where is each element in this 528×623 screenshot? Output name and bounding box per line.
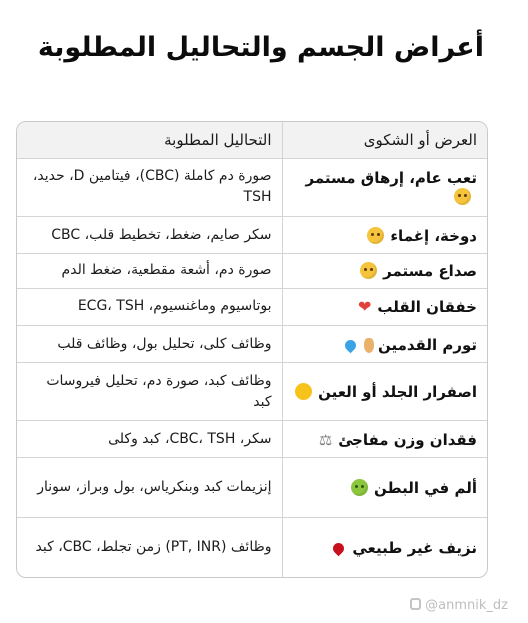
tests-cell: سكر صايم، ضغط، تخطيط قلب، CBC (17, 217, 282, 253)
nauseated-face-icon (351, 479, 368, 496)
table-row (17, 421, 487, 458)
tests-cell: إنزيمات كبد وبنكرياس، بول وبراز، سونار (17, 458, 282, 518)
table-row (17, 217, 487, 253)
symptom-cell (282, 518, 487, 577)
symptom-label: صداع مستمر (383, 262, 477, 281)
symptom-label: فقدان وزن مفاجئ (338, 430, 477, 449)
water-drop-icon (343, 337, 359, 353)
sleepy-face-icon (454, 188, 471, 205)
symptom-cell (282, 253, 487, 288)
symptom-cell (282, 363, 487, 421)
symptom-cell (282, 326, 487, 363)
symptom-cell (282, 458, 487, 518)
tests-cell: سكر، CBC، TSH، كبد وكلى (17, 421, 282, 458)
header-symptom: العرض أو الشكوى (282, 122, 487, 158)
symptom-label: نزيف غير طبيعي (352, 539, 477, 558)
beating-heart-icon: ❤ (357, 297, 372, 317)
table-row (17, 326, 487, 363)
tests-cell: وظائف كلى، تحليل بول، وظائف قلب (17, 326, 282, 363)
watermark-handle: @anmnik_dz (425, 598, 508, 613)
symptom-label: خفقان القلب (377, 298, 477, 317)
symptom-label: اصفرار الجلد أو العين (318, 383, 477, 402)
table-row (17, 363, 487, 421)
symptom-label: ألم في البطن (374, 479, 477, 498)
table-row (17, 518, 487, 577)
tests-cell: بوتاسيوم وماغنسيوم، ECG، TSH (17, 288, 282, 325)
watermark (410, 598, 508, 613)
symptom-label: دوخة، إغماء (390, 226, 477, 245)
symptom-cell (282, 158, 487, 217)
tests-cell: صورة دم، أشعة مقطعية، ضغط الدم (17, 253, 282, 288)
tiktok-icon (410, 598, 421, 610)
tests-cell: وظائف كبد، صورة دم، تحليل فيروسات كبد (17, 363, 282, 421)
table-row (17, 253, 487, 288)
tired-face-icon (360, 262, 377, 279)
tests-cell: وظائف (PT, INR) زمن تجلط، CBC، كبد (35, 539, 272, 556)
symptom-label: تورم القدمين (377, 335, 477, 354)
table-row (17, 288, 487, 325)
foot-icon (364, 338, 374, 353)
yellow-circle-icon (295, 383, 312, 400)
table-grid (17, 122, 487, 577)
symptoms-tests-table (16, 121, 488, 578)
table-header-row (17, 122, 487, 158)
dizzy-face-icon (367, 227, 384, 244)
table-row (17, 458, 487, 518)
header-tests: التحاليل المطلوبة (17, 122, 282, 158)
scale-icon: ⚖ (318, 430, 333, 449)
symptom-cell (282, 217, 487, 253)
tests-cell: صورة دم كاملة (CBC)، فيتامين D، حديد، TSH (17, 158, 282, 217)
table-row (17, 158, 487, 217)
symptom-cell (282, 421, 487, 458)
symptom-label: تعب عام، إرهاق مستمر (305, 169, 477, 188)
page-title: أعراض الجسم والتحاليل المطلوبة (37, 32, 484, 63)
symptom-cell (282, 288, 487, 325)
blood-drop-icon (331, 541, 347, 557)
